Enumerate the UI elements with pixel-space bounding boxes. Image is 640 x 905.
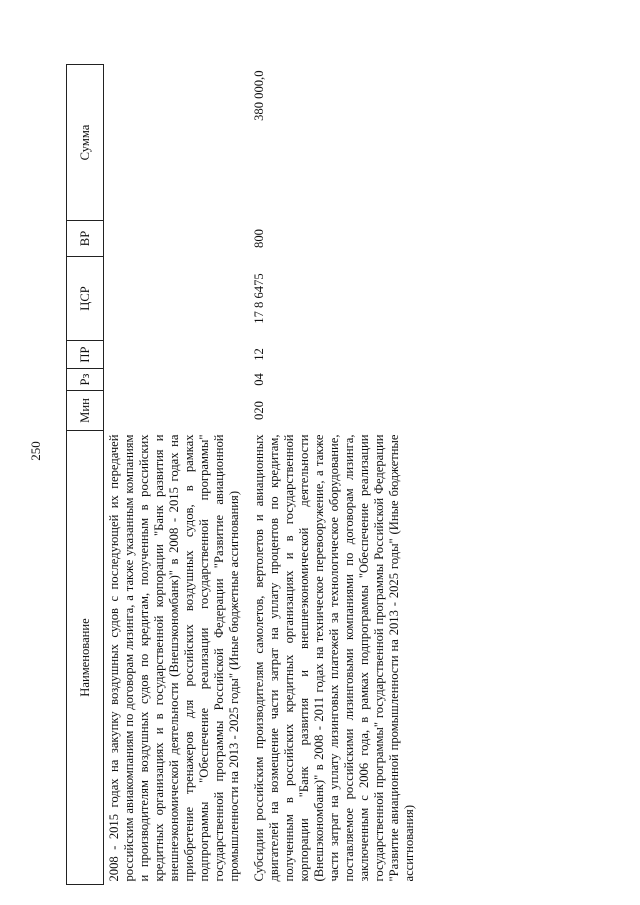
header-min: Мин [67, 391, 104, 431]
header-rz: Рз [67, 369, 104, 391]
row-sum [104, 65, 243, 221]
row-name: Субсидии российским производителям самолетов, вертолетов и авиационных двигателей на возмещение части затрат на уплату процентов по кредитам, полученным в российских кредитных организациях и в государственной корпорации "Банк развития и внешнеэкономической деятельности (Внешэкономбанк)" в 2008 - 2011 годах на техническое перевооружение, а также части затрат на уплату лизинговых платежей за технологическое оборудование, поставляемое российскими лизинговыми компаниями по договорам лизинга, заключенным с 2006 года, в рамках подпрограммы "Обеспечение реализации государственной программы" государственной программы Российской Федерации "Развитие авиационной промышленности на 2013 - 2025 годы" (Иные бюджетные ассигнования) [252, 434, 416, 882]
row-name: 2008 - 2015 годах на закупку воздушных судов с последующей их передачей российским авиакомпаниям по договорам лизинга, а также указанным компаниям и производителям воздушных судов по кредитам, полученным в российских кредитных организациях и в государственной корпорации "Банк развития и внешнеэкономической деятельности (Внешэкономбанк)" в 2008 - 2015 годах на приобретение тренажеров для российских воздушных судов, в рамках подпрограммы "Обеспечение реализации государственной программы" государственной программы Российской Федерации "Развитие авиационной промышленности на 2013 - 2025 годы" (Иные бюджетные ассигнования) [107, 434, 241, 882]
row-min [104, 391, 243, 431]
table-row [104, 65, 243, 885]
row-rz [104, 369, 243, 391]
header-name: Наименование [67, 431, 104, 885]
row-pr [104, 341, 243, 369]
row-pr: 12 [252, 348, 266, 361]
row-rz: 04 [252, 373, 266, 386]
header-csr: ЦСР [67, 257, 104, 341]
table-row [242, 65, 417, 885]
header-vr: ВР [67, 221, 104, 257]
row-vr: 800 [252, 229, 266, 248]
row-csr: 17 8 6475 [252, 273, 266, 324]
budget-table [66, 64, 417, 885]
rotated-page [66, 65, 596, 885]
row-sum: 380 000,0 [252, 70, 266, 121]
table-header-row [67, 65, 104, 885]
page-number: 250 [27, 441, 43, 461]
row-csr [104, 257, 243, 341]
row-min: 020 [252, 401, 266, 420]
header-sum: Сумма [67, 65, 104, 221]
header-pr: ПР [67, 341, 104, 369]
row-vr [104, 221, 243, 257]
